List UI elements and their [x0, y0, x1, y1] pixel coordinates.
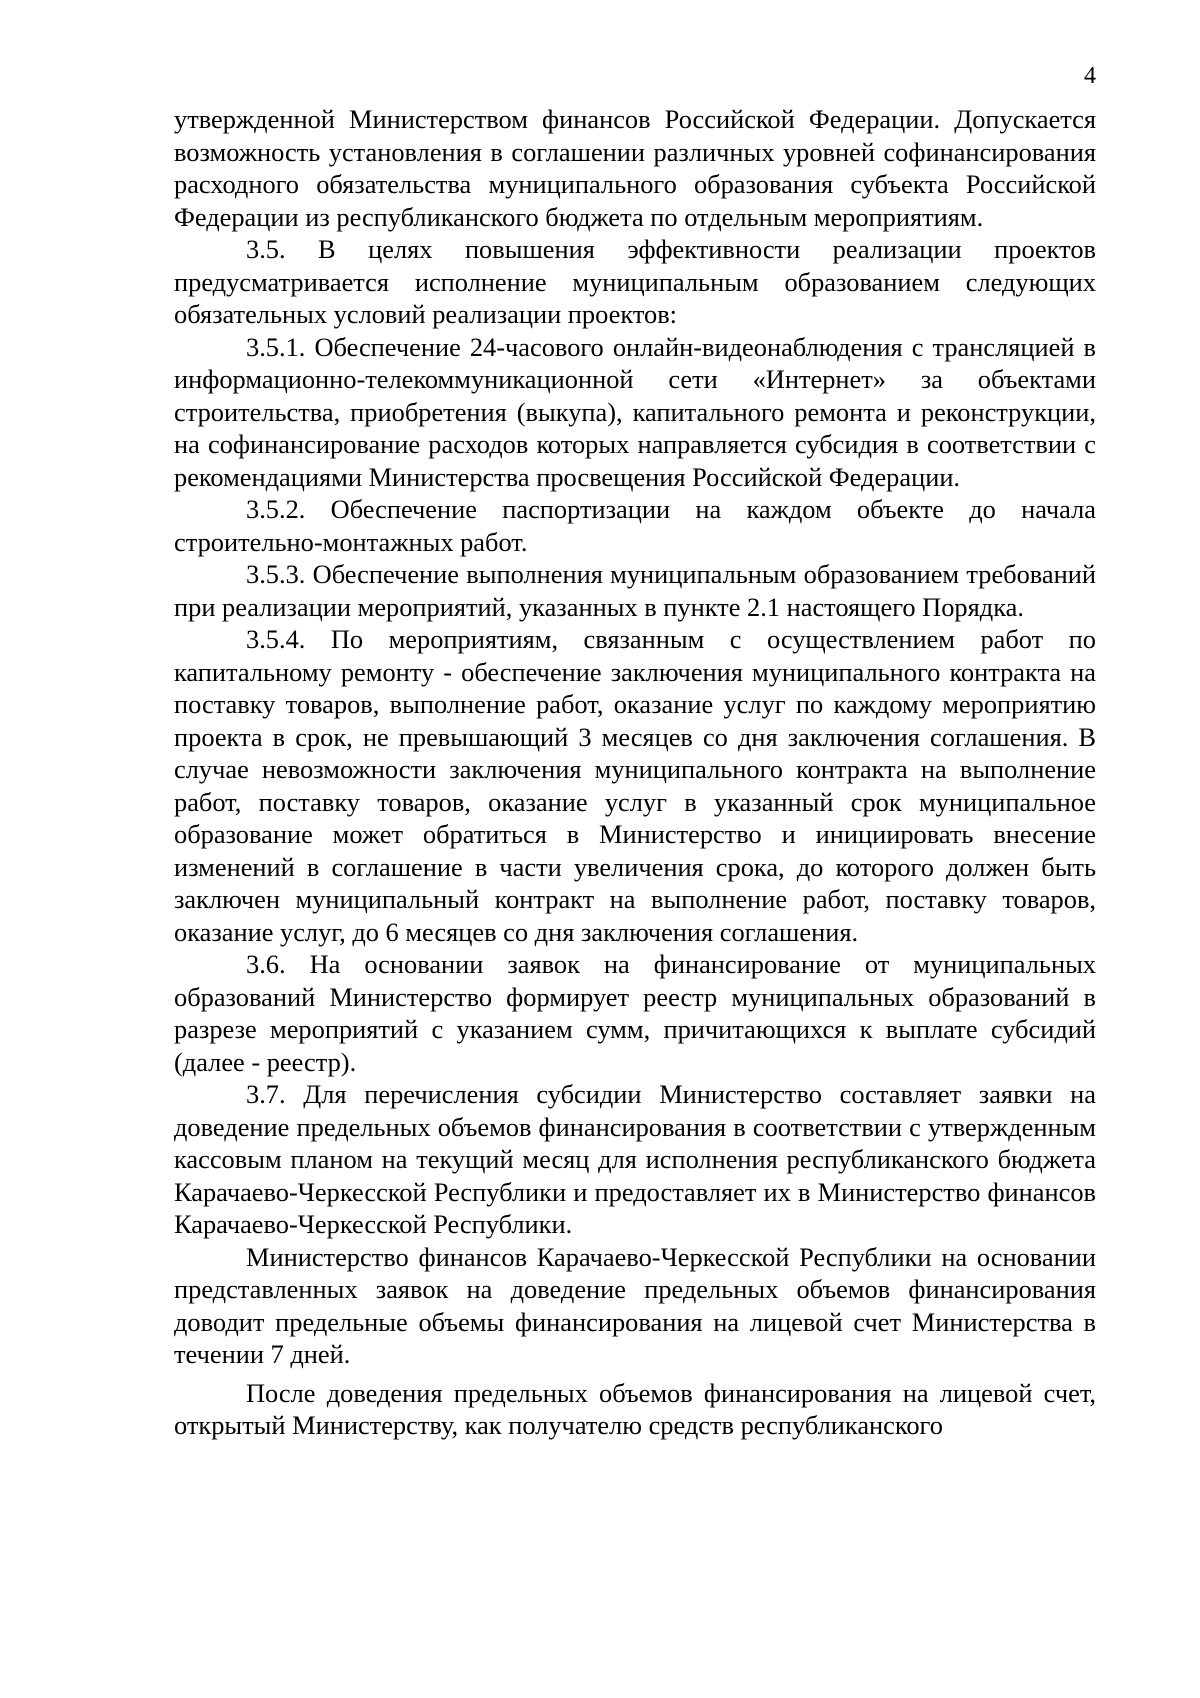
paragraph-3-6: 3.6. На основании заявок на финансирование от муниципальных образований Министерство формирует реестр муниципальных образований в разрезе мероприятий с указанием сумм, причитающихся к выплате субсидий (далее - реестр). [174, 949, 1096, 1077]
paragraph-3-5-3: 3.5.3. Обеспечение выполнения муниципальным образованием требований при реализации мероприятий, указанных в пункте 2.1 настоящего Порядка. [174, 559, 1096, 622]
paragraph-3-5-2: 3.5.2. Обеспечение паспортизации на каждом объекте до начала строительно-монтажных работ. [174, 494, 1096, 557]
paragraph-3-5-1: 3.5.1. Обеспечение 24-часового онлайн-видеонаблюдения с трансляцией в информационно-телекоммуникационной сети «Интернет» за объектами строительства, приобретения (выкупа), капитального ремонта и реконструкции, на софинансирование расходов которых направляется субсидия в соответствии с рекомендациями Министерства просвещения Российской Федерации. [174, 331, 1096, 492]
paragraph-3-5-4: 3.5.4. По мероприятиям, связанным с осуществлением работ по капитальному ремонту - обеспечение заключения муниципального контракта на поставку товаров, выполнение работ, оказание услуг по каждому мероприятию проекта в срок, не превышающий 3 месяцев со дня заключения соглашения. В случае невозможности заключения муниципального контракта на выполнение работ, поставку товаров, оказание услуг в указанный срок муниципальное образование может обратиться в Министерство и инициировать внесение изменений в соглашение в части увеличения срока, до которого должен быть заключен муниципальный контракт на выполнение работ, поставку товаров, оказание услуг, до 6 месяцев со дня заключения соглашения. [174, 624, 1096, 947]
paragraph-continuation: утвержденной Министерством финансов Российской Федерации. Допускается возможность установления в соглашении различных уровней софинансирования расходного обязательства муниципального образования субъекта Российской Федерации из республиканского бюджета по отдельным мероприятиям. [174, 104, 1096, 232]
document-body [174, 103, 1096, 1442]
paragraph-after-limits: После доведения предельных объемов финансирования на лицевой счет, открытый Министерству, как получателю средств республиканского [174, 1377, 1096, 1440]
paragraph-3-7: 3.7. Для перечисления субсидии Министерство составляет заявки на доведение предельных объемов финансирования в соответствии с утвержденным кассовым планом на текущий месяц для исполнения республиканского бюджета Карачаево-Черкесской Республики и предоставляет их в Министерство финансов Карачаево-Черкесской Республики. [174, 1079, 1096, 1239]
page-number: 4 [1084, 63, 1096, 89]
paragraph-ministry-of-finance: Министерство финансов Карачаево-Черкесской Республики на основании представленных заявок на доведение предельных объемов финансирования доводит предельные объемы финансирования на лицевой счет Министерства в течении 7 дней. [174, 1241, 1096, 1369]
paragraph-3-5: 3.5. В целях повышения эффективности реализации проектов предусматривается исполнение муниципальным образованием следующих обязательных условий реализации проектов: [174, 234, 1096, 329]
